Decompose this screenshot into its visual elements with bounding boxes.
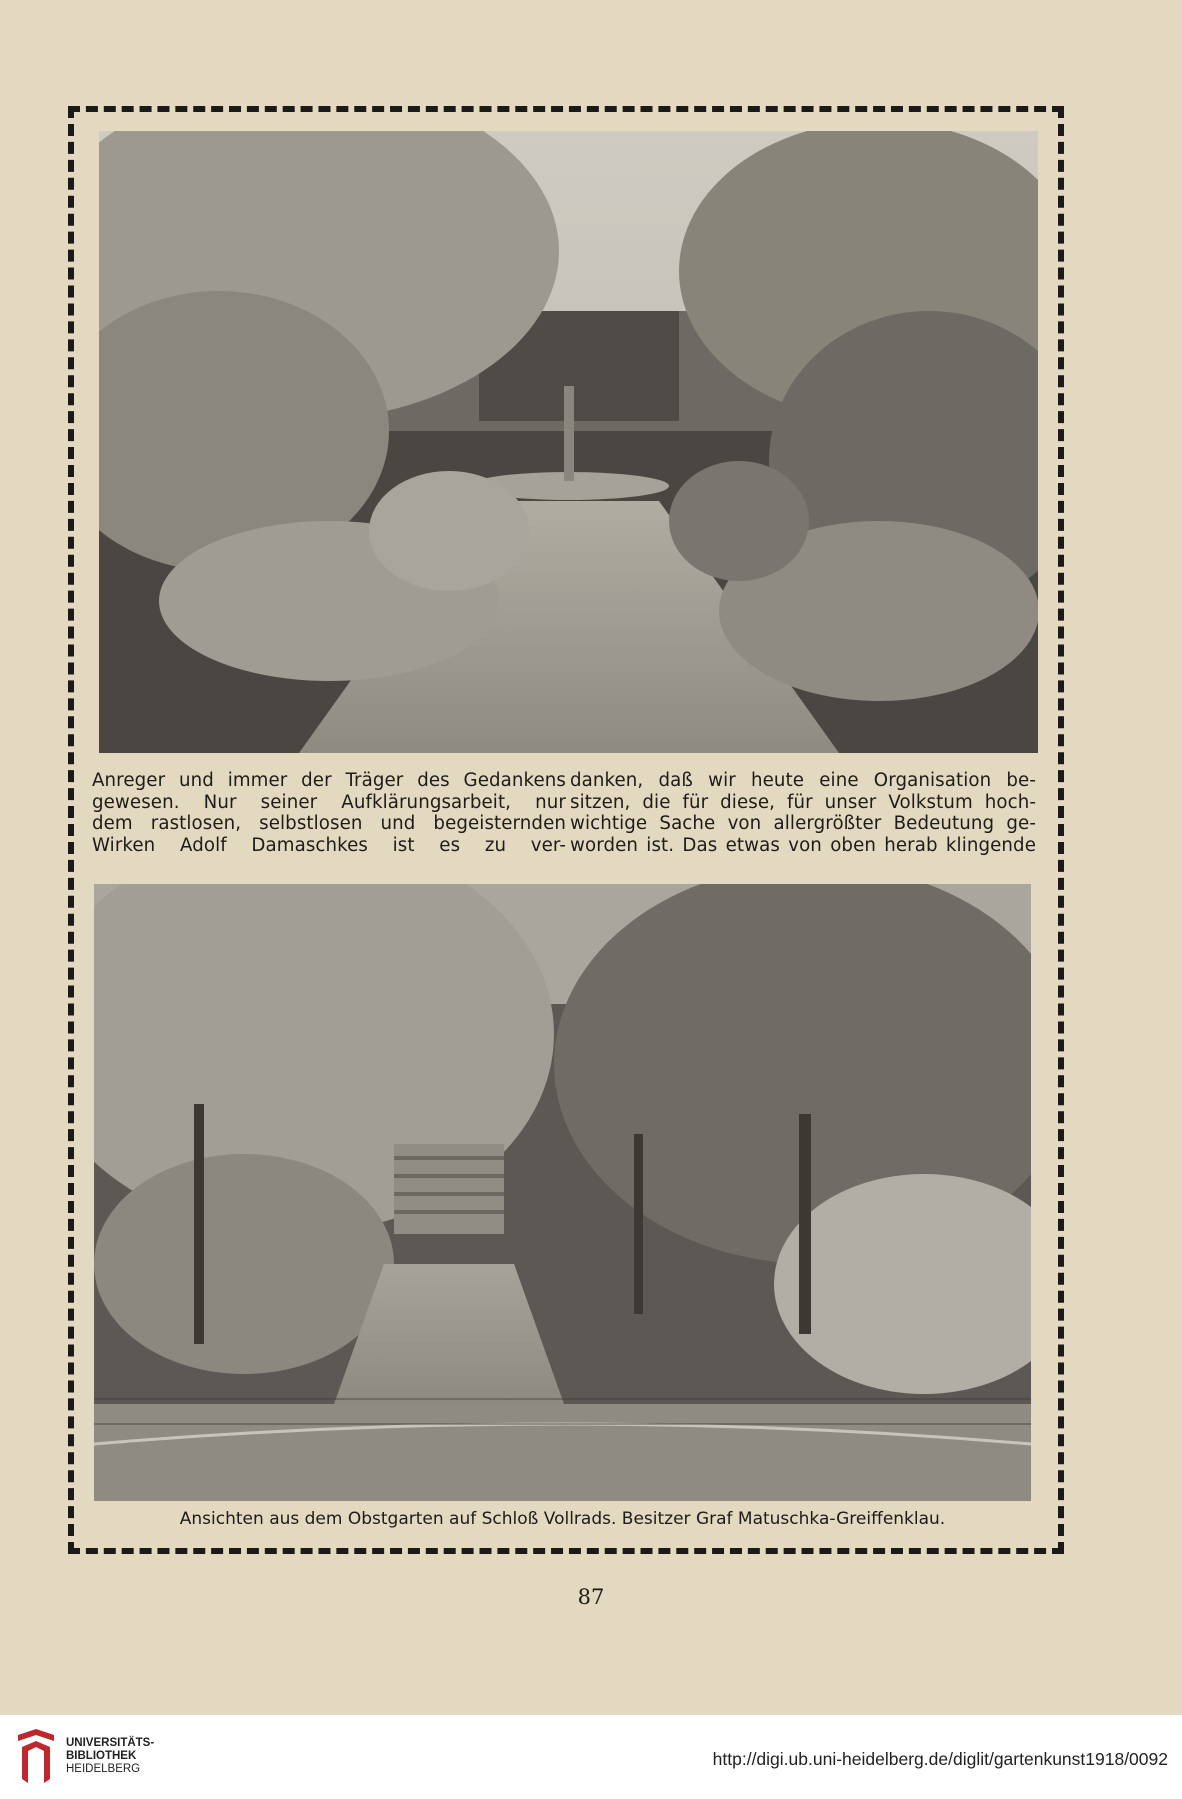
institution-line: UNIVERSITÄTS- <box>66 1737 155 1749</box>
text-line: wichtige Sache von allergrößter Bedeutung ge- <box>570 813 1036 834</box>
text-line: worden ist. Das etwas von oben herab klingende <box>570 834 1036 856</box>
institution-line: BIBLIOTHEK <box>66 1750 137 1762</box>
digitization-footer <box>0 1715 1182 1799</box>
text-column-left <box>92 770 566 856</box>
text-line: danken, daß wir heute eine Organisation be- <box>570 770 1036 791</box>
page-number: 87 <box>577 1585 605 1609</box>
text-line: Wirken Adolf Damaschkes ist es zu ver- <box>92 834 566 856</box>
text-line: sitzen, die für diese, für unser Volkstum hoch- <box>570 791 1036 813</box>
source-url-link[interactable]: http://digi.ub.uni-heidelberg.de/diglit/gartenkunst1918/0092 <box>712 1749 1168 1769</box>
photo-orchard-steps <box>94 884 1031 1501</box>
text-line: dem rastlosen, selbstlosen und begeisternden <box>92 813 566 834</box>
institution-name <box>66 1737 154 1776</box>
photo-garden-path-fountain <box>99 131 1038 753</box>
institution-line: HEIDELBERG <box>66 1763 141 1775</box>
text-column-right <box>570 770 1036 856</box>
university-library-logo-icon <box>14 1727 58 1787</box>
text-line: gewesen. Nur seiner Aufklärungsarbeit, nur <box>92 791 566 813</box>
photo-caption: Ansichten aus dem Obstgarten auf Schloß Vollrads. Besitzer Graf Matuschka-Greiffenklau. <box>179 1509 946 1529</box>
text-line: Anreger und immer der Träger des Gedankens <box>92 770 566 791</box>
